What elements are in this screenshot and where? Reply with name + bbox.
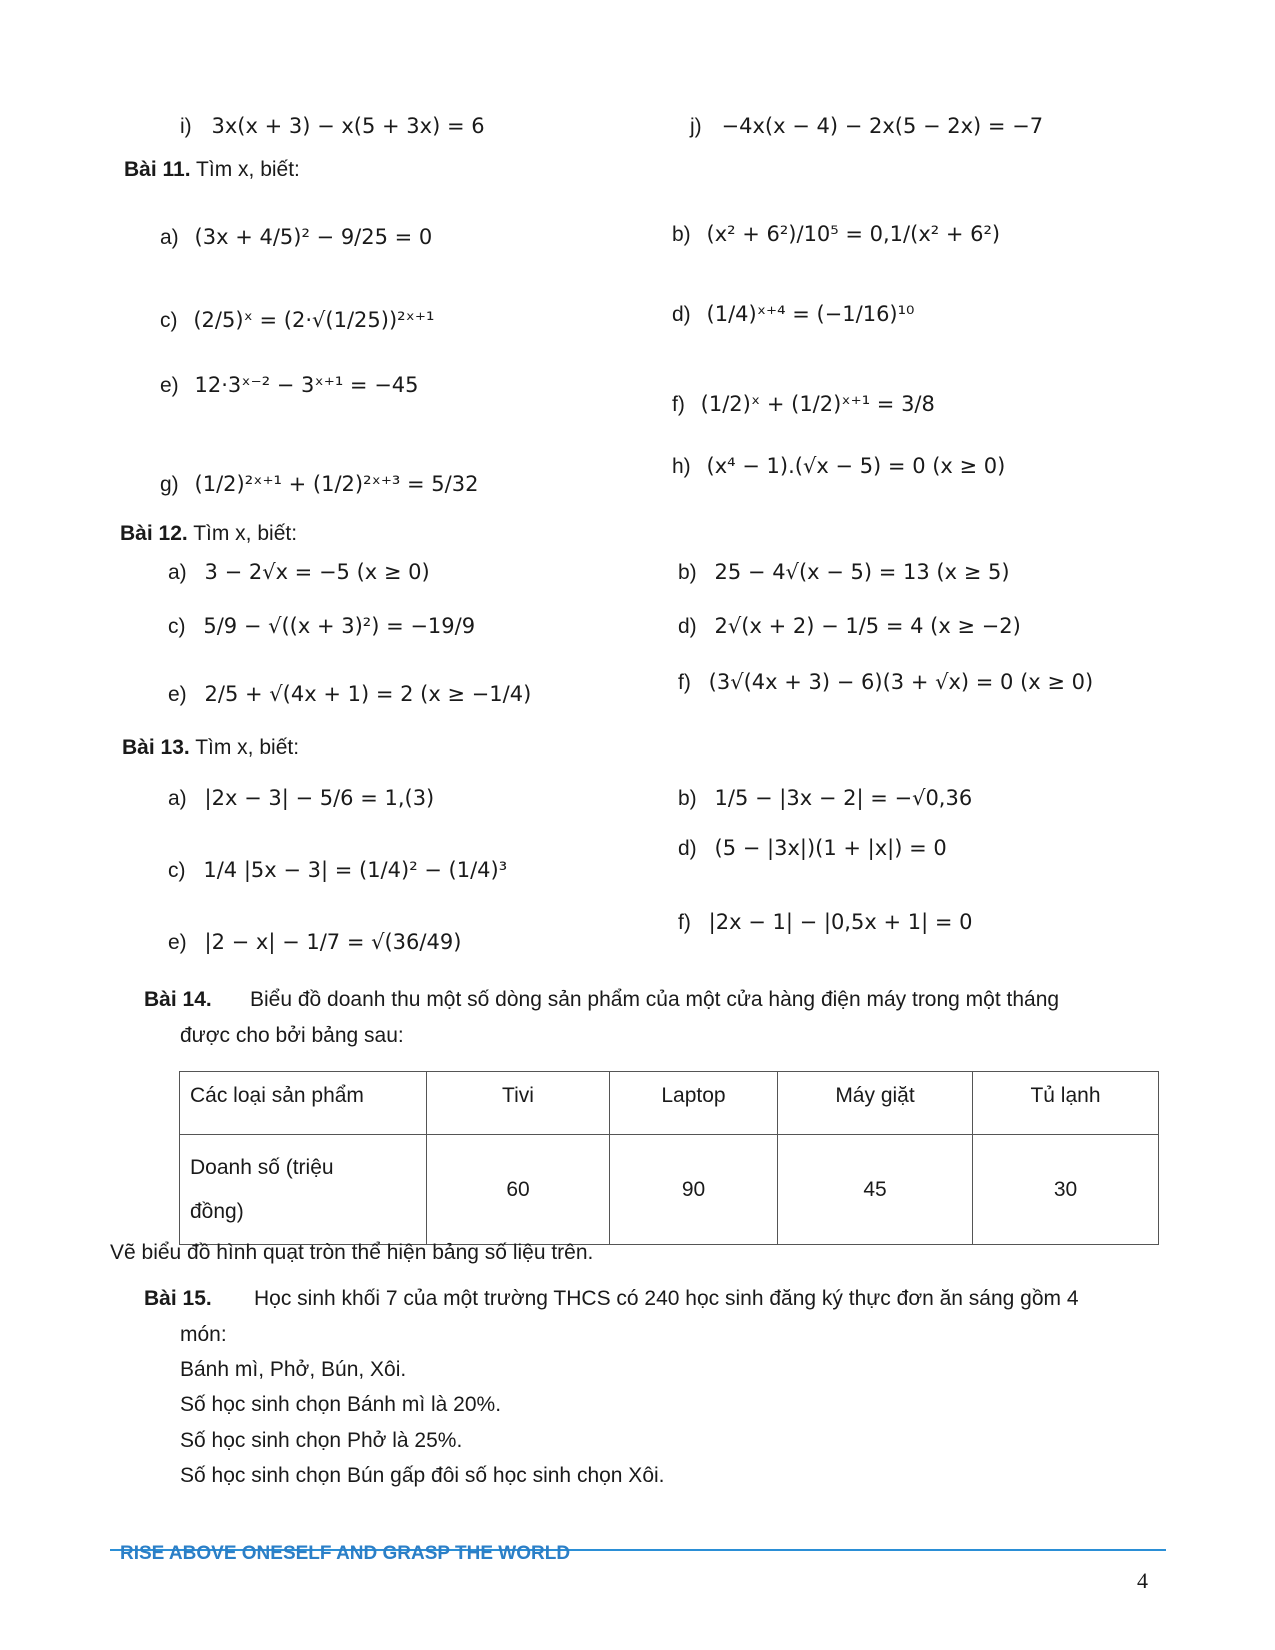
table-cell: 30 — [973, 1135, 1159, 1245]
exercise-15-text-line2: món: — [180, 1323, 227, 1346]
item-label: b) — [678, 561, 697, 584]
row-label-line: đồng) — [190, 1199, 244, 1223]
ex13-f — [678, 910, 972, 935]
item-label: b) — [672, 223, 691, 246]
item-label: f) — [678, 911, 691, 934]
equation: −4x(x − 4) − 2x(5 − 2x) = −7 — [721, 114, 1044, 138]
equation: 1/5 − |3x − 2| = −√0,36 — [714, 786, 973, 810]
table-row-label — [180, 1135, 427, 1245]
equation: 2√(x + 2) − 1/5 = 4 (x ≥ −2) — [714, 614, 1021, 638]
equation: (3√(4x + 3) − 6)(3 + √x) = 0 (x ≥ 0) — [708, 670, 1094, 694]
item-label: d) — [678, 615, 697, 638]
exercise-title: Bài 12. — [120, 522, 188, 545]
ex12-e — [168, 682, 531, 707]
ex13-e — [168, 930, 461, 955]
equation: 12·3ˣ⁻² − 3ˣ⁺¹ = −45 — [194, 373, 419, 397]
table-row — [180, 1135, 1159, 1245]
item-label: d) — [672, 303, 691, 326]
exercise-title: Bài 15. — [144, 1287, 212, 1310]
ex12-c — [168, 614, 475, 639]
exercise-15-line: Số học sinh chọn Bún gấp đôi số học sinh chọn Xôi. — [180, 1464, 665, 1487]
table-header-cell: Tivi — [427, 1072, 610, 1135]
exercise-15-line: Số học sinh chọn Phở là 25%. — [180, 1429, 463, 1452]
item-label: e) — [160, 374, 179, 397]
equation: |2 − x| − 1/7 = √(36/49) — [204, 930, 462, 954]
ex12-d — [678, 614, 1021, 639]
exercise-14-heading — [144, 988, 212, 1012]
exercise-title: Bài 11. — [124, 158, 191, 181]
ex11-b — [672, 222, 1000, 247]
equation: 25 − 4√(x − 5) = 13 (x ≥ 5) — [714, 560, 1010, 584]
exercise-instruction: Tìm x, biết: — [193, 522, 298, 545]
equation: 3x(x + 3) − x(5 + 3x) = 6 — [211, 114, 485, 138]
table-header-label: Các loại sản phẩm — [180, 1072, 427, 1135]
exercise-14-text-line1: Biểu đồ doanh thu một số dòng sản phẩm của một cửa hàng điện máy trong một tháng — [250, 988, 1060, 1011]
item-label: g) — [160, 473, 179, 496]
exercise-15-text-line1: Học sinh khối 7 của một trường THCS có 240 học sinh đăng ký thực đơn ăn sáng gồm 4 — [254, 1287, 1079, 1310]
equation: (1/4)ˣ⁺⁴ = (−1/16)¹⁰ — [706, 302, 915, 326]
ex13-b — [678, 786, 972, 811]
equation: 3 − 2√x = −5 (x ≥ 0) — [204, 560, 430, 584]
item-label: a) — [168, 787, 187, 810]
ex13-c — [168, 858, 507, 883]
item-label: a) — [168, 561, 187, 584]
ex11-a — [160, 225, 432, 250]
row-label-line: Doanh số (triệu — [190, 1155, 334, 1179]
equation: |2x − 1| − |0,5x + 1| = 0 — [708, 910, 973, 934]
item-label: c) — [168, 615, 186, 638]
ex11-c — [160, 308, 434, 333]
page-number: 4 — [1137, 1568, 1148, 1593]
ex13-a — [168, 786, 434, 811]
exercise-14-text-line2: được cho bởi bảng sau: — [180, 1024, 404, 1047]
ex11-f — [672, 392, 935, 417]
exercise-12-heading — [120, 522, 297, 546]
exercise-instruction: Tìm x, biết: — [195, 736, 300, 759]
equation: (5 − |3x|)(1 + |x|) = 0 — [714, 836, 947, 860]
ex11-d — [672, 302, 914, 327]
table-header-row — [180, 1072, 1159, 1135]
exercise-title: Bài 13. — [122, 736, 190, 759]
exercise-instruction: Tìm x, biết: — [196, 158, 300, 181]
exercise-13-heading — [122, 736, 299, 760]
item-label: c) — [160, 309, 178, 332]
item-i — [180, 114, 485, 139]
equation: (1/2)ˣ + (1/2)ˣ⁺¹ = 3/8 — [700, 392, 935, 416]
table-cell: 90 — [610, 1135, 778, 1245]
ex11-g — [160, 472, 478, 497]
item-label: f) — [672, 393, 685, 416]
item-label: d) — [678, 837, 697, 860]
table-header-cell: Máy giặt — [778, 1072, 973, 1135]
exercise-15-line: Bánh mì, Phở, Bún, Xôi. — [180, 1358, 407, 1381]
item-label: j) — [690, 115, 702, 138]
ex12-f — [678, 670, 1093, 695]
revenue-table — [179, 1071, 1159, 1245]
ex12-a — [168, 560, 430, 585]
equation: 2/5 + √(4x + 1) = 2 (x ≥ −1/4) — [204, 682, 532, 706]
item-label: f) — [678, 671, 691, 694]
item-label: h) — [672, 455, 691, 478]
item-label: i) — [180, 115, 192, 138]
table-cell: 45 — [778, 1135, 973, 1245]
footer-slogan: RISE ABOVE ONESELF AND GRASP THE WORLD — [120, 1543, 571, 1564]
equation: 1/4 |5x − 3| = (1/4)² − (1/4)³ — [203, 858, 508, 882]
equation: (1/2)²ˣ⁺¹ + (1/2)²ˣ⁺³ = 5/32 — [194, 472, 479, 496]
item-label: e) — [168, 683, 187, 706]
equation: (x⁴ − 1).(√x − 5) = 0 (x ≥ 0) — [706, 454, 1006, 478]
equation: |2x − 3| − 5/6 = 1,(3) — [204, 786, 435, 810]
item-label: b) — [678, 787, 697, 810]
exercise-11-heading — [124, 158, 300, 182]
item-label: a) — [160, 226, 179, 249]
equation: (x² + 6²)/10⁵ = 0,1/(x² + 6²) — [706, 222, 1001, 246]
equation: (2/5)ˣ = (2·√(1/25))²ˣ⁺¹ — [193, 308, 435, 332]
ex11-e — [160, 373, 419, 398]
item-j — [690, 114, 1043, 139]
item-label: e) — [168, 931, 187, 954]
table-header-cell: Tủ lạnh — [973, 1072, 1159, 1135]
ex12-b — [678, 560, 1010, 585]
table-header-cell: Laptop — [610, 1072, 778, 1135]
equation: 5/9 − √((x + 3)²) = −19/9 — [203, 614, 476, 638]
exercise-15-heading — [144, 1287, 212, 1311]
item-label: c) — [168, 859, 186, 882]
exercise-14-task: Vẽ biểu đồ hình quạt tròn thể hiện bảng số liệu trên. — [110, 1241, 594, 1264]
ex11-h — [672, 454, 1005, 479]
exercise-title: Bài 14. — [144, 988, 212, 1011]
equation: (3x + 4/5)² − 9/25 = 0 — [194, 225, 433, 249]
ex13-d — [678, 836, 947, 861]
table-cell: 60 — [427, 1135, 610, 1245]
exercise-15-line: Số học sinh chọn Bánh mì là 20%. — [180, 1393, 502, 1416]
